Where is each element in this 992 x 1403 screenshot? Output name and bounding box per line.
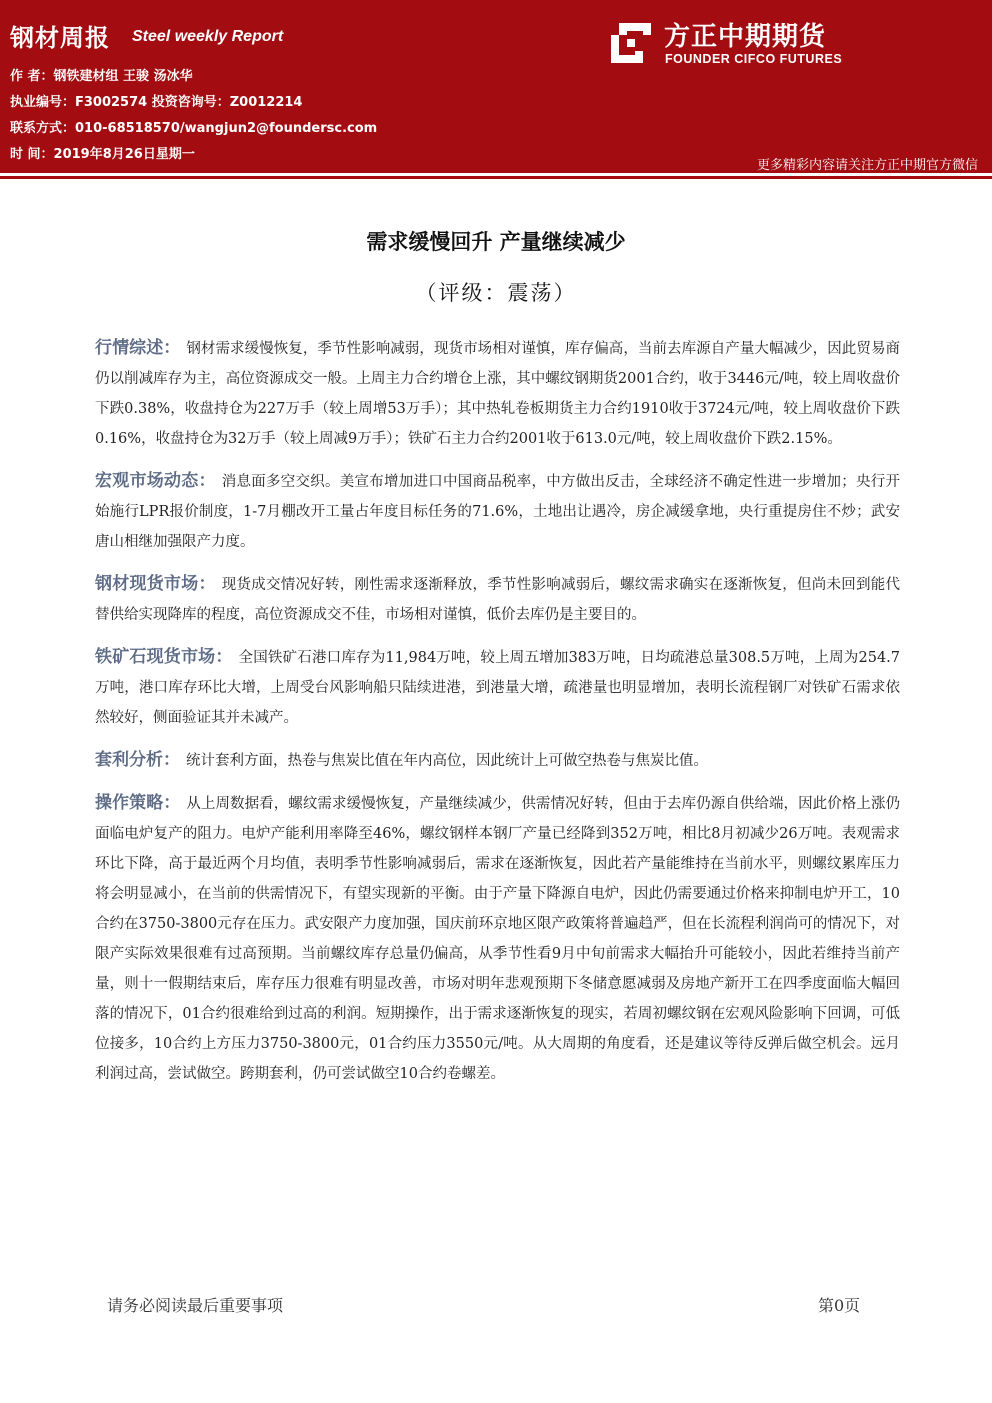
section-heading: 铁矿石现货市场： [95, 647, 233, 667]
section-market-overview [95, 333, 900, 454]
section-macro [95, 466, 900, 557]
section-iron-ore-spot [95, 642, 900, 733]
header-divider [0, 176, 992, 179]
section-text: 全国铁矿石港口库存为11,984万吨，较上周五增加383万吨，日均疏港总量308.5万吨，上周为254.7万吨，港口库存环比大增，上周受台风影响船只陆续进港，到港量大增，疏港量也明显增加，表明长流程钢厂对铁矿石需求依然较好，侧面验证其并未减产。 [95, 650, 901, 726]
section-text: 钢材需求缓慢恢复，季节性影响减弱，现货市场相对谨慎，库存偏高，当前去库源自产量大幅减少，因此贸易商仍以削减库存为主，高位资源成交一般。上周主力合约增仓上涨，其中螺纹钢期货2001合约，收于3446元/吨，较上周收盘价下跌0.38%，收盘持仓为227万手（较上周增53万手）；其中热轧卷板期货主力合约1910收于3724元/吨，较上周收盘价下跌0.16%，收盘持仓为32万手（较上周减9万手）；铁矿石主力合约2001收于613.0元/吨，较上周收盘价下跌2.15%。 [95, 341, 901, 447]
report-rating: （评级：震荡） [415, 281, 577, 305]
report-body [95, 333, 900, 1101]
section-steel-spot [95, 569, 900, 630]
date-line: 时 间：2019年8月26日星期一 [10, 147, 195, 162]
report-title: 需求缓慢回升 产量继续减少 [366, 230, 626, 254]
wechat-follow-note: 更多精彩内容请关注方正中期官方微信 [756, 158, 978, 173]
section-text: 现货成交情况好转，刚性需求逐渐释放，季节性影响减弱后，螺纹需求确实在逐渐恢复，但尚未回到能代替供给实现降库的程度，高位资源成交不佳，市场相对谨慎，低价去库仍是主要目的。 [95, 577, 900, 623]
page-number: 第0页 [818, 1296, 861, 1315]
company-name-cn: 方正中期期货 [664, 22, 827, 52]
section-heading: 钢材现货市场： [95, 574, 216, 594]
section-text: 统计套利方面，热卷与焦炭比值在年内高位，因此统计上可做空热卷与焦炭比值。 [186, 753, 708, 769]
section-heading: 宏观市场动态： [95, 471, 216, 491]
section-heading: 行情综述： [95, 338, 181, 358]
report-header-band [0, 0, 992, 173]
report-type-title: 钢材周报 [10, 24, 110, 52]
footer-notice: 请务必阅读最后重要事项 [107, 1296, 284, 1315]
section-text: 消息面多空交织。美宣布增加进口中国商品税率，中方做出反击，全球经济不确定性进一步增加；央行开始施行LPR报价制度，1-7月棚改开工量占年度目标任务的71.6%，土地出让遇冷，房企减缓拿地，央行重提房住不炒；武安唐山相继加强限产力度。 [95, 474, 900, 550]
author-line: 作 者：钢铁建材组 王骏 汤冰华 [10, 69, 193, 84]
contact-line: 联系方式：010-68518570/wangjun2@foundersc.com [10, 121, 378, 136]
section-text: 从上周数据看，螺纹需求缓慢恢复，产量继续减少，供需情况好转，但由于去库仍源自供给端，因此价格上涨仍面临电炉复产的阻力。电炉产能利用率降至46%，螺纹钢样本钢厂产量已经降到352万吨，相比8月初减少26万吨。表观需求环比下降，高于最近两个月均值，表明季节性影响减弱后，需求在逐渐恢复，因此若产量能维持在当前水平，则螺纹累库压力将会明显减小，在当前的供需情况下，有望实现新的平衡。由于产量下降源自电炉，因此仍需要通过价格来抑制电炉开工，10合约在3750-3800元存在压力。武安限产力度加强，国庆前环京地区限产政策将普遍趋严，但在长流程利润尚可的情况下，对限产实际效果很难有过高预期。当前螺纹库存总量仍偏高，从季节性看9月中旬前需求大幅抬升可能较小，因此若维持当前产量，则十一假期结束后，库存压力很难有明显改善，市场对明年悲观预期下冬储意愿减弱及房地产新开工在四季度面临大幅回落的情况下，01合约很难给到过高的利润。短期操作，出于需求逐渐恢复的现实，若周初螺纹钢在宏观风险影响下回调，可低位接多，10合约上方压力3750-3800元，01合约压力3550元/吨。从大周期的角度看，还是建议等待反弹后做空机会。远月利润过高，尝试做空。跨期套利，仍可尝试做空10合约卷螺差。 [95, 796, 901, 1082]
section-arbitrage [95, 745, 900, 776]
section-heading: 操作策略： [95, 793, 181, 813]
report-type-title-en: Steel weekly Report [132, 28, 284, 45]
company-name-en: FOUNDER CIFCO FUTURES [665, 52, 843, 66]
section-strategy [95, 788, 900, 1089]
license-line: 执业编号：F3002574 投资咨询号：Z0012214 [10, 95, 303, 110]
section-heading: 套利分析： [95, 750, 180, 770]
company-logo-icon [609, 21, 653, 65]
